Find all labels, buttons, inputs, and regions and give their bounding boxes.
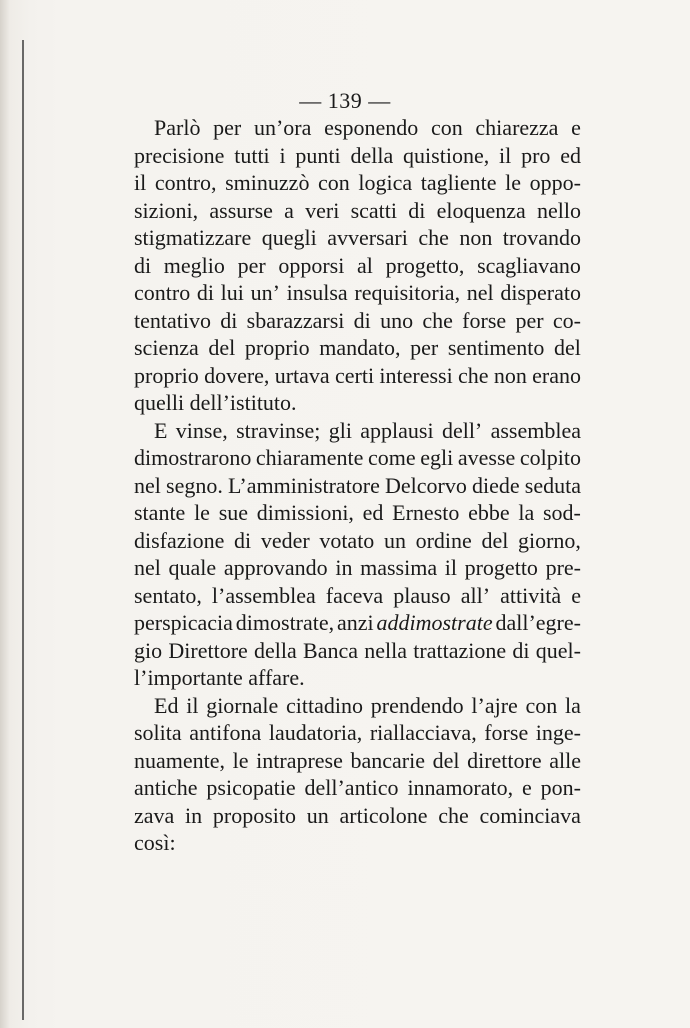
word: approvando xyxy=(223,555,328,580)
word: di xyxy=(196,280,214,305)
word: L’amministratore xyxy=(227,472,380,498)
word: a xyxy=(284,197,294,223)
word: progetto xyxy=(464,555,538,580)
word: forse xyxy=(462,307,507,333)
word: zava xyxy=(134,802,175,828)
word: applausi xyxy=(360,417,434,443)
word: disfazione xyxy=(134,527,225,553)
word: nel xyxy=(134,555,161,580)
word: il xyxy=(186,692,199,718)
word: esponendo xyxy=(324,115,419,140)
word: proprio xyxy=(134,362,199,388)
word: veder xyxy=(260,527,310,553)
word: l’ajre xyxy=(471,692,518,718)
word: solita xyxy=(134,720,182,745)
word: E xyxy=(154,417,168,443)
word: proprio xyxy=(244,335,310,360)
word: al xyxy=(357,252,373,278)
word: veri xyxy=(305,197,340,223)
word: il xyxy=(444,555,457,580)
word: quelli xyxy=(134,390,185,415)
word: lui xyxy=(220,280,244,305)
text-line xyxy=(134,389,581,417)
word: per xyxy=(237,252,266,278)
text-line xyxy=(134,169,581,197)
word: requisitoria, xyxy=(354,280,461,305)
word: tagliente xyxy=(420,170,497,195)
word: insulsa xyxy=(286,280,348,305)
word: ordine xyxy=(415,527,472,553)
text-line xyxy=(134,362,581,390)
word: ed xyxy=(362,500,384,525)
word: per xyxy=(213,115,242,140)
word: bancarie xyxy=(350,747,425,773)
word: gli xyxy=(328,417,352,443)
page-number: — 139 — xyxy=(299,88,391,113)
word: vinse, xyxy=(175,417,228,443)
word: tutti xyxy=(234,142,270,168)
word: la xyxy=(565,692,581,718)
text-line xyxy=(134,472,581,500)
word: le xyxy=(505,170,521,195)
word: ed xyxy=(560,142,581,168)
word: precisione xyxy=(134,142,225,168)
text-line xyxy=(134,114,581,142)
word: scienza xyxy=(134,335,199,360)
word: i xyxy=(279,142,286,168)
word: logica xyxy=(358,170,413,195)
word: l’assemblea xyxy=(211,582,316,608)
word: mandato, xyxy=(319,335,401,360)
page-binding-edge xyxy=(0,0,30,1028)
paragraph xyxy=(134,114,581,417)
word: erano xyxy=(532,362,581,388)
word: giorno, xyxy=(517,527,581,553)
word: addimostrate xyxy=(376,610,493,635)
word: contro, xyxy=(154,170,217,195)
text-line xyxy=(134,609,581,637)
word: scagliavano xyxy=(477,252,581,278)
word: avesse xyxy=(457,445,516,470)
word: per xyxy=(410,335,439,360)
word: in xyxy=(335,555,353,580)
paragraph xyxy=(134,692,581,857)
word: dovere, xyxy=(204,362,270,388)
word: antiche xyxy=(134,775,198,800)
text-line xyxy=(134,307,581,335)
word: prendendo xyxy=(370,692,464,718)
word: dell’ xyxy=(441,417,483,443)
word: sentato, xyxy=(134,582,202,608)
word: che xyxy=(418,225,449,250)
word: seduta xyxy=(524,472,581,498)
word: pre- xyxy=(545,555,581,580)
word: del xyxy=(208,335,236,360)
word: non xyxy=(459,225,493,250)
word: stigmatizzare xyxy=(134,225,252,250)
text-line xyxy=(134,142,581,170)
word: all’ xyxy=(460,582,491,608)
word: forse xyxy=(484,720,529,745)
word: interessi xyxy=(379,362,453,388)
word: Parlò xyxy=(154,115,201,140)
text-line xyxy=(134,224,581,252)
word: un’ xyxy=(250,280,280,305)
word: stravinse; xyxy=(236,417,321,443)
word: la xyxy=(518,500,535,525)
word: dimissioni, xyxy=(256,500,354,525)
word: sbarazzarsi xyxy=(246,307,345,333)
page-body xyxy=(134,114,581,857)
word: con xyxy=(430,115,463,140)
text-line xyxy=(134,747,581,775)
word: progetto, xyxy=(385,252,465,278)
word: con xyxy=(525,692,558,718)
word: della xyxy=(350,142,394,168)
word: punti xyxy=(295,142,341,168)
word: le xyxy=(232,747,249,773)
text-line xyxy=(134,719,581,747)
word: che xyxy=(438,802,469,828)
word: colpito xyxy=(519,445,581,470)
word: dell’istituto. xyxy=(189,390,297,415)
text-line xyxy=(134,802,581,830)
text-line xyxy=(134,664,581,692)
word: nello xyxy=(536,197,581,223)
word: di xyxy=(134,252,152,278)
word: dimostrarono xyxy=(134,445,252,470)
word: antifona xyxy=(189,720,262,745)
word: di xyxy=(220,307,238,333)
text-line xyxy=(134,499,581,527)
word: giornale xyxy=(206,692,279,718)
word: del xyxy=(481,527,509,553)
word: nella xyxy=(364,637,408,663)
word: in xyxy=(185,802,203,828)
word: quel- xyxy=(535,637,581,663)
word: un’ora xyxy=(253,115,312,140)
word: dell’antico xyxy=(304,775,399,800)
word: di xyxy=(408,197,426,223)
word: dimostrate, xyxy=(235,610,335,635)
word: affare. xyxy=(248,665,305,690)
word: assemblea xyxy=(490,417,581,443)
word: chiaramente xyxy=(255,445,364,470)
word: anzi xyxy=(337,610,374,635)
word: plauso xyxy=(393,582,451,608)
word: perspicacia xyxy=(134,610,233,635)
word: e xyxy=(571,582,581,608)
word: del xyxy=(432,747,460,773)
word: co- xyxy=(552,307,581,333)
word: stante xyxy=(134,500,186,525)
word: il xyxy=(499,142,512,168)
word: che xyxy=(458,362,489,388)
word: meglio xyxy=(163,252,225,278)
word: del xyxy=(554,335,581,360)
word: inge- xyxy=(535,720,581,745)
word: contro xyxy=(134,280,191,305)
word: e xyxy=(571,115,581,140)
word: scatti xyxy=(350,197,397,223)
text-line xyxy=(134,444,581,472)
word: di xyxy=(234,527,252,553)
word: pro xyxy=(521,142,551,168)
word: quegli xyxy=(261,225,317,250)
word: tentativo xyxy=(134,307,211,333)
word: avversari xyxy=(327,225,408,250)
word: cittadino xyxy=(286,692,364,718)
word: nuamente, xyxy=(134,747,226,773)
word: assurse xyxy=(209,197,273,223)
word: eloquenza xyxy=(436,197,526,223)
word: egli xyxy=(420,445,454,470)
word: nel xyxy=(134,472,161,498)
word: laudatoria, xyxy=(268,720,363,745)
word: votato xyxy=(319,527,375,553)
word: cominciava xyxy=(479,802,581,828)
word: articolone xyxy=(339,802,428,828)
word: Ed xyxy=(154,692,179,718)
word: ebbe xyxy=(468,500,510,525)
word: psicopatie xyxy=(206,775,296,800)
word: e xyxy=(522,775,532,800)
word: non xyxy=(493,362,527,388)
word: di xyxy=(353,307,371,333)
word: pon- xyxy=(540,775,581,800)
word: Banca xyxy=(303,637,359,663)
word: riallacciava, xyxy=(369,720,477,745)
word: trattazione xyxy=(413,637,507,663)
word: Delcorvo xyxy=(385,472,467,498)
word: così: xyxy=(134,830,176,855)
text-line xyxy=(134,692,581,720)
word: diede xyxy=(472,472,520,498)
paragraph xyxy=(134,417,581,692)
text-line xyxy=(134,829,581,857)
word: quale xyxy=(168,555,217,580)
word: disperato xyxy=(500,280,581,305)
word: per xyxy=(515,307,544,333)
word: trovando xyxy=(502,225,581,250)
binding-shadow-line xyxy=(22,40,24,1020)
text-line xyxy=(134,527,581,555)
word: sminuzzò xyxy=(225,170,310,195)
word: gio xyxy=(134,637,163,663)
word: sue xyxy=(218,500,249,525)
word: innamorato, xyxy=(407,775,514,800)
word: sod- xyxy=(543,500,581,525)
word: massima xyxy=(360,555,438,580)
text-line xyxy=(134,554,581,582)
word: il xyxy=(134,170,147,195)
word: come xyxy=(368,445,416,470)
word: sentimento xyxy=(447,335,545,360)
word: della xyxy=(254,637,297,663)
word: uno xyxy=(380,307,414,333)
word: un xyxy=(383,527,406,553)
text-line xyxy=(134,774,581,802)
word: con xyxy=(318,170,350,195)
text-line xyxy=(134,637,581,665)
word: nel xyxy=(466,280,494,305)
word: certi xyxy=(334,362,375,388)
word: l’importante xyxy=(134,665,243,690)
text-line xyxy=(134,197,581,225)
word: che xyxy=(422,307,453,333)
word: alle xyxy=(549,747,581,773)
word: segno. xyxy=(166,472,223,498)
text-line xyxy=(134,334,581,362)
text-line xyxy=(134,252,581,280)
text-line xyxy=(134,279,581,307)
word: proposito xyxy=(212,802,297,828)
word: direttore xyxy=(467,747,542,773)
word: opporsi xyxy=(278,252,345,278)
word: Ernesto xyxy=(392,500,460,525)
word: oppo- xyxy=(529,170,581,195)
word: quistione, xyxy=(403,142,490,168)
word: dall’egre- xyxy=(495,610,581,635)
word: intraprese xyxy=(256,747,343,773)
word: di xyxy=(512,637,530,663)
text-line xyxy=(134,417,581,445)
word: le xyxy=(194,500,210,525)
word: sizioni, xyxy=(134,197,199,223)
word: un xyxy=(306,802,329,828)
word: attività xyxy=(500,582,562,608)
word: Direttore xyxy=(168,637,248,663)
word: faceva xyxy=(325,582,384,608)
word: chiarezza xyxy=(475,115,559,140)
word: urtava xyxy=(274,362,330,388)
text-line xyxy=(134,582,581,610)
